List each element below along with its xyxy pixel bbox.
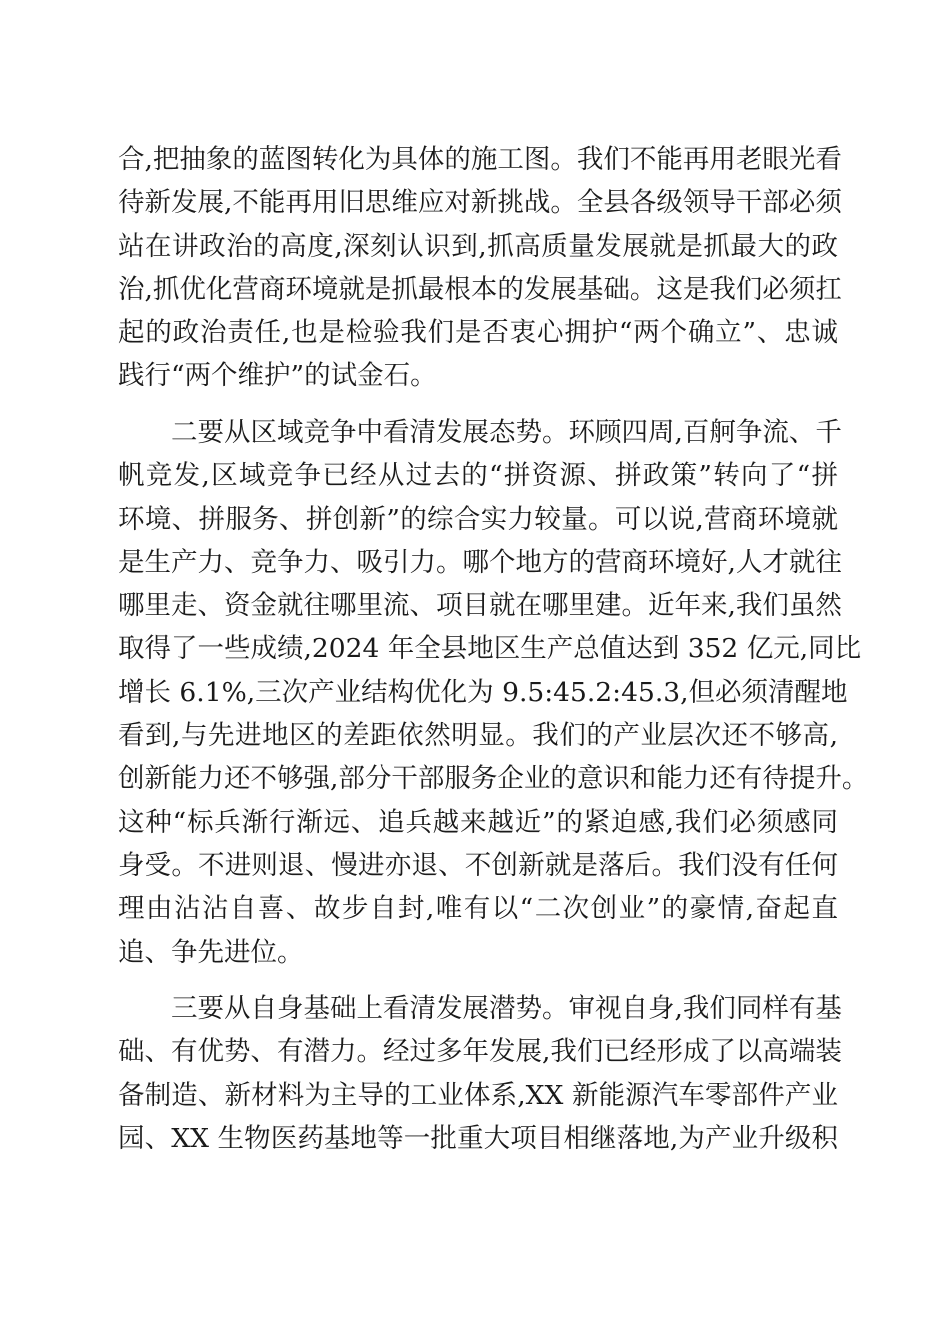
text-line: 待新发展,不能再用旧思维应对新挑战。全县各级领导干部必须	[118, 187, 842, 219]
text-line: 哪里走、资金就往哪里流、项目就在哪里建。近年来,我们虽然	[118, 590, 842, 622]
text-line: 取得了一些成绩,2024 年全县地区生产总值达到 352 亿元,同比	[118, 633, 862, 665]
text-line: 三要从自身基础上看清发展潜势。审视自身,我们同样有基	[171, 993, 842, 1024]
text-line: 园、XX 生物医药基地等一批重大项目相继落地,为产业升级积	[118, 1122, 838, 1154]
text-line: 践行“两个维护”的试金石。	[118, 360, 437, 392]
text-line: 身受。不进则退、慢进亦退、不创新就是落后。我们没有任何	[118, 849, 838, 881]
text-line: 二要从区域竞争中看清发展态势。环顾四周,百舸争流、千	[171, 417, 842, 448]
text-line: 这种“标兵渐行渐远、追兵越来越近”的紧迫感,我们必须感同	[118, 806, 838, 838]
text-line: 础、有优势、有潜力。经过多年发展,我们已经形成了以高端装	[118, 1036, 842, 1068]
text-line: 帆竞发,区域竞争已经从过去的“拼资源、拼政策”转向了“拼	[118, 460, 838, 492]
text-line: 理由沾沾自喜、故步自封,唯有以“二次创业”的豪情,奋起直	[118, 893, 838, 925]
paragraph-2	[118, 411, 869, 974]
text-line: 备制造、新材料为主导的工业体系,XX 新能源汽车零部件产业	[118, 1079, 838, 1111]
text-line: 看到,与先进地区的差距依然明显。我们的产业层次还不够高,	[118, 720, 838, 752]
paragraph-1	[118, 138, 842, 398]
text-line: 起的政治责任,也是检验我们是否衷心拥护“两个确立”、忠诚	[118, 317, 838, 349]
text-line: 合,把抽象的蓝图转化为具体的施工图。我们不能再用老眼光看	[118, 144, 842, 175]
text-line: 追、争先进位。	[118, 936, 304, 968]
text-line: 环境、拼服务、拼创新”的综合实力较量。可以说,营商环境就	[118, 503, 838, 535]
text-line: 增长 6.1%,三次产业结构优化为 9.5:45.2:45.3,但必须清醒地	[118, 676, 848, 708]
text-line: 是生产力、竞争力、吸引力。哪个地方的营商环境好,人才就往	[118, 546, 842, 578]
text-line: 创新能力还不够强,部分干部服务企业的意识和能力还有待提升。	[118, 763, 869, 795]
text-line: 站在讲政治的高度,深刻认识到,抓高质量发展就是抓最大的政	[118, 230, 838, 262]
paragraph-3	[118, 987, 842, 1160]
text-line: 治,抓优化营商环境就是抓最根本的发展基础。这是我们必须扛	[118, 273, 842, 305]
